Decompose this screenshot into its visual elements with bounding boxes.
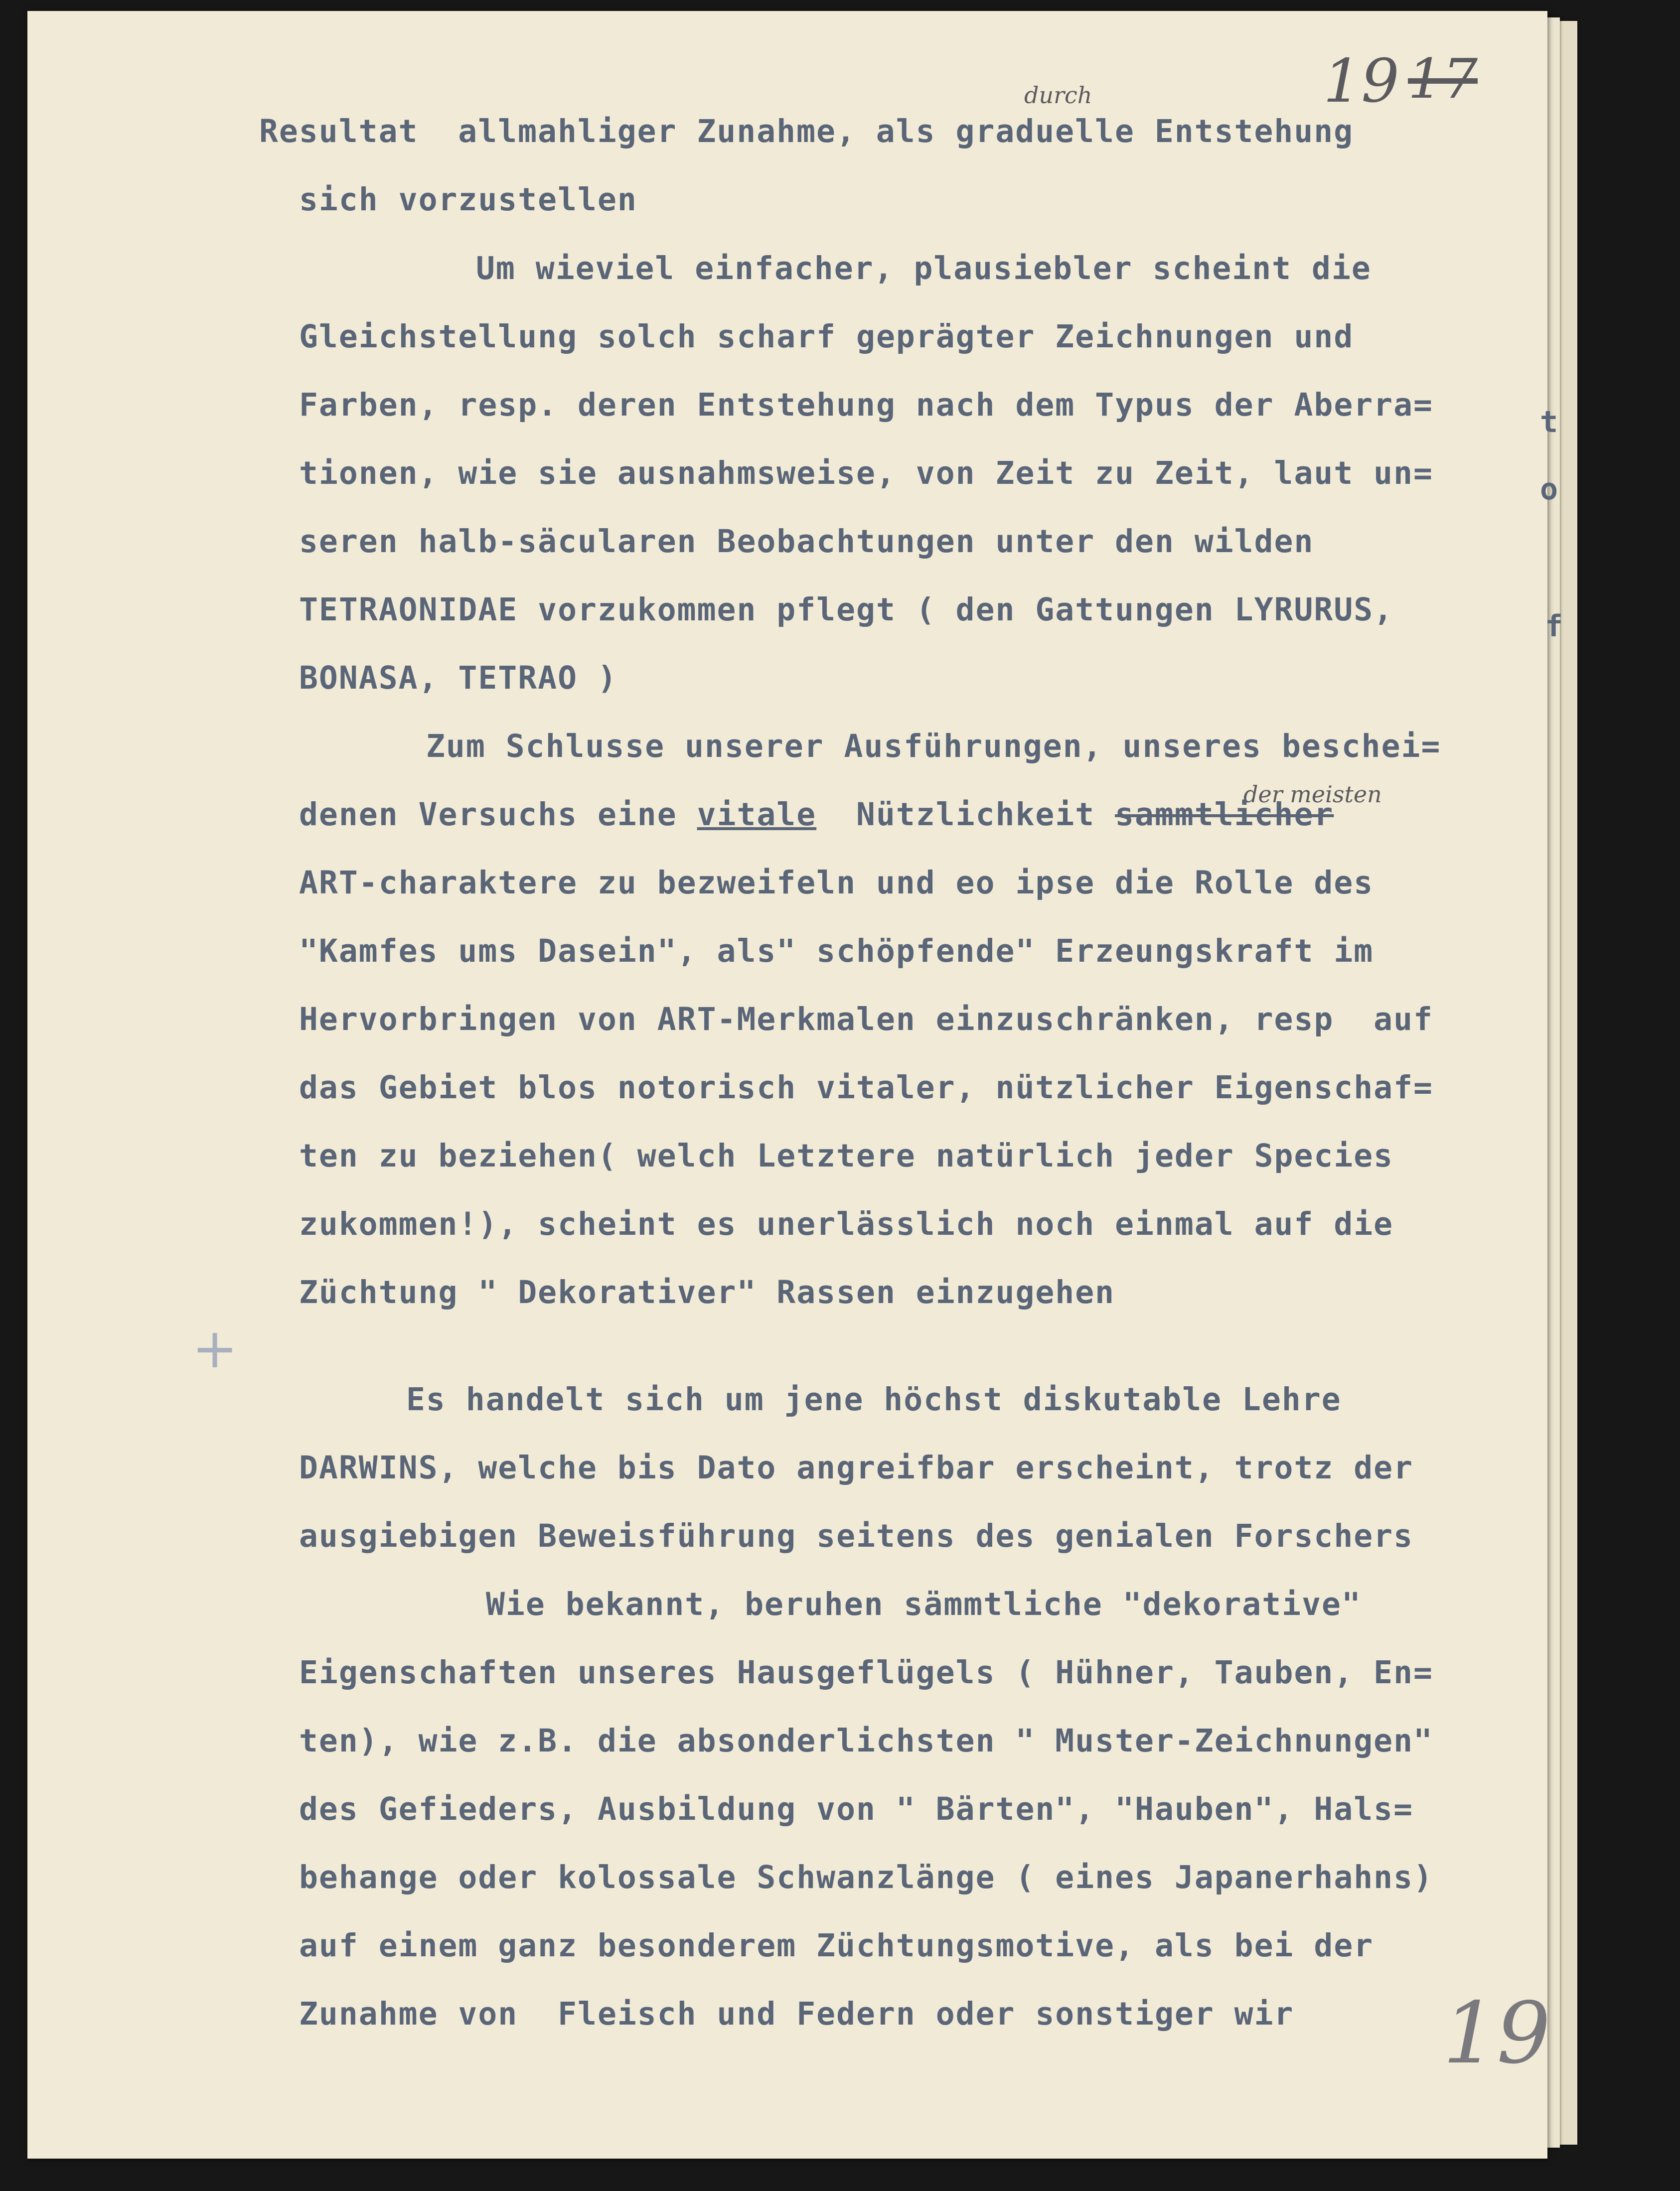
text-line: DARWINS, welche bis Dato angreifbar erscheint, trotz der xyxy=(299,1450,1414,1486)
text-line: ten zu beziehen( welch Letztere natürlich jeder Species xyxy=(299,1138,1394,1174)
text-line: "Kamfes ums Dasein", als" schöpfende" Erzeungskraft im xyxy=(299,933,1374,969)
margin-pencil-mark: + xyxy=(192,1316,238,1380)
text-line: behange oder kolossale Schwanzlänge ( eines Japanerhahns) xyxy=(299,1859,1433,1896)
text-line: Um wieviel einfacher, plausiebler scheint die xyxy=(476,250,1372,287)
text-line: tionen, wie sie ausnahmsweise, von Zeit zu Zeit, laut un= xyxy=(299,455,1433,491)
handwritten-insert-der-meisten: der meisten xyxy=(1243,781,1382,808)
text-line: seren halb-säcularen Beobachtungen unter den wilden xyxy=(299,523,1314,560)
text-line: ausgiebigen Beweisführung seitens des genialen Forschers xyxy=(299,1518,1414,1554)
text-line: Zunahme von Fleisch und Federn oder sonstiger wir xyxy=(299,1996,1294,2032)
right-margin-letter: f xyxy=(1545,609,1563,644)
right-margin-letter: t xyxy=(1540,405,1558,439)
text-line: TETRAONIDAE vorzukommen pflegt ( den Gattungen LYRURUS, xyxy=(299,591,1394,628)
document-page xyxy=(27,11,1563,2159)
underlined-word: vitale xyxy=(697,796,817,833)
text-line: Hervorbringen von ART-Merkmalen einzuschränken, resp auf xyxy=(299,1001,1433,1037)
text-line: Eigenschaften unseres Hausgeflügels ( Hühner, Tauben, En= xyxy=(299,1654,1433,1691)
text-line: auf einem ganz besonderem Züchtungsmotive, als bei der xyxy=(299,1927,1374,1964)
text-line: des Gefieders, Ausbildung von " Bärten", "Hauben", Hals= xyxy=(299,1791,1414,1827)
text-line: Gleichstellung solch scharf geprägter Zeichnungen und xyxy=(299,318,1354,355)
text-line: zukommen!), scheint es unerlässlich noch einmal auf die xyxy=(299,1206,1394,1242)
text-line: das Gebiet blos notorisch vitaler, nützlicher Eigenschaf= xyxy=(299,1069,1433,1106)
struck-word: sammtlicher xyxy=(1115,796,1334,833)
text-line: Züchtung " Dekorativer" Rassen einzugehen xyxy=(299,1274,1115,1311)
text-line xyxy=(299,796,1334,833)
text-line: sich vorzustellen xyxy=(299,181,637,218)
text-line: ART-charaktere zu bezweifeln und eo ipse die Rolle des xyxy=(299,865,1374,901)
text-segment: denen Versuchs eine xyxy=(299,796,697,833)
text-line: ten), wie z.B. die absonderlichsten " Muster-Zeichnungen" xyxy=(299,1723,1433,1759)
text-line: Farben, resp. deren Entstehung nach dem Typus der Aberra= xyxy=(299,387,1433,423)
page-number-top-struck: 17 xyxy=(1408,47,1478,111)
typed-text-block xyxy=(27,11,1547,2159)
text-segment: Nützlichkeit xyxy=(816,796,1115,833)
page-number-bottom: 19 xyxy=(1443,1984,1551,2083)
text-line: BONASA, TETRAO ) xyxy=(299,660,617,696)
handwritten-insert-durch: durch xyxy=(1024,82,1092,109)
page-number-top: 19 xyxy=(1323,47,1399,116)
right-margin-letter: o xyxy=(1540,472,1558,507)
text-line: Zum Schlusse unserer Ausführungen, unseres beschei= xyxy=(426,728,1441,764)
text-line: Wie bekannt, beruhen sämmtliche "dekorative" xyxy=(486,1586,1362,1622)
text-line: Resultat allmahliger Zunahme, als graduelle Entstehung xyxy=(259,113,1354,149)
text-line: Es handelt sich um jene höchst diskutable Lehre xyxy=(406,1381,1342,1418)
